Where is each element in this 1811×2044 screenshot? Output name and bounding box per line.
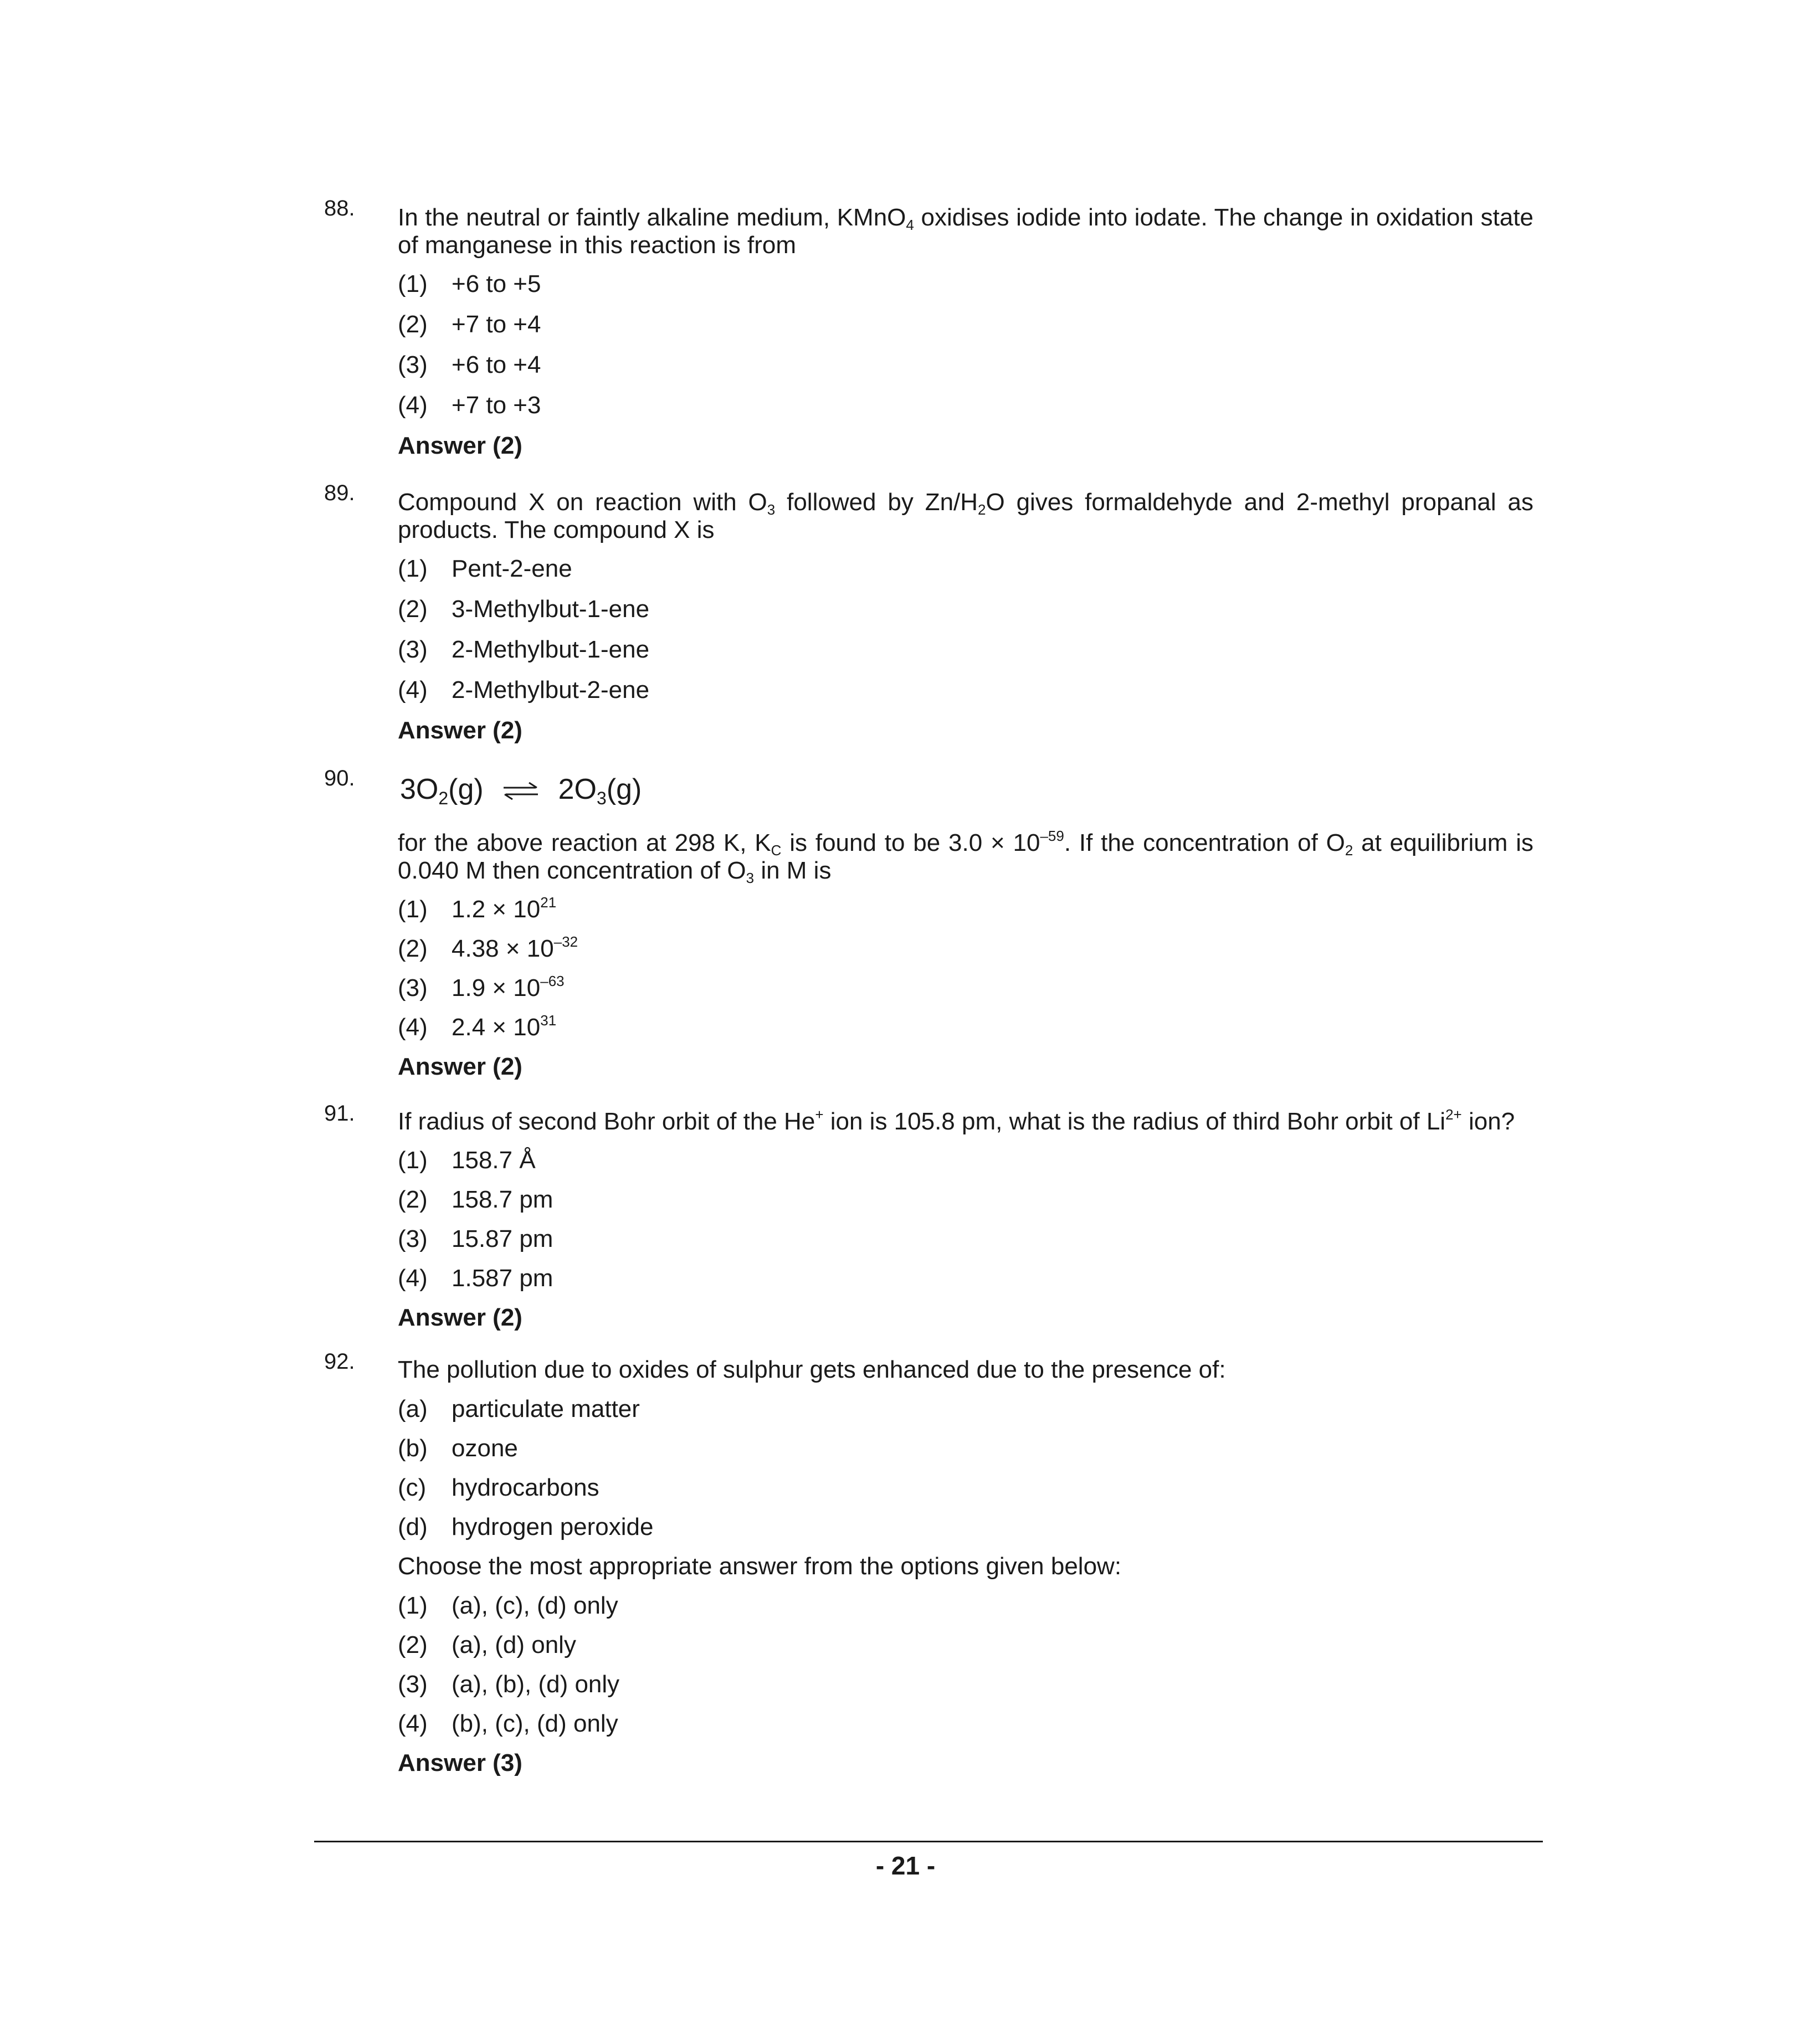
option-2[interactable]: (2) +7 to +4: [398, 311, 541, 338]
option-2[interactable]: (2) $4.38 \times 10^{-32}$: [398, 933, 578, 962]
statement-c: (c) hydrocarbons: [398, 1474, 599, 1501]
question-number: 89.: [324, 481, 355, 505]
option-3[interactable]: (3) 2-Methylbut-1-ene: [398, 636, 650, 663]
option-4[interactable]: (4) (b), (c), (d) only: [398, 1710, 618, 1737]
answer-label: Answer (2): [398, 1053, 522, 1080]
question-stem: Compound X on reaction with $O_3$ followed by $Zn/H_2O$ gives formaldehyde and 2-methyl propanal as products. The compound X is: [398, 489, 1533, 543]
question-stem: In the neutral or faintly alkaline medium, KMnO$_4$ oxidises iodide into iodate. The change in oxidation state of manganese in this reaction is from: [398, 204, 1534, 259]
option-3[interactable]: (3) (a), (b), (d) only: [398, 1671, 620, 1698]
option-1[interactable]: (1) $1.2 \times 10^{21}$: [398, 894, 557, 923]
footer-divider: [314, 1841, 1543, 1842]
option-2[interactable]: (2) (a), (d) only: [398, 1631, 576, 1658]
reaction-equation: $3O_2(g)$ $2O_3(g)$: [400, 773, 642, 808]
option-1[interactable]: (1) 158.7 Å: [398, 1147, 536, 1174]
statement-d: (d) hydrogen peroxide: [398, 1513, 654, 1540]
answer-label: Answer (3): [398, 1749, 522, 1776]
question-stem: If radius of second Bohr orbit of the He+ ion is 105.8 pm, what is the radius of third Bohr orbit of $Li^{2+}$ ion?: [398, 1106, 1515, 1135]
answer-label: Answer (2): [398, 1304, 522, 1331]
option-1[interactable]: (1) (a), (c), (d) only: [398, 1592, 618, 1619]
instruction-text: Choose the most appropriate answer from the options given below:: [398, 1553, 1122, 1580]
page-number: - 21 -: [875, 1851, 936, 1880]
option-4[interactable]: (4) +7 to +3: [398, 392, 541, 419]
statement-a: (a) particulate matter: [398, 1395, 640, 1422]
question-number: 88.: [324, 196, 355, 220]
option-4[interactable]: (4) 2-Methylbut-2-ene: [398, 676, 650, 703]
question-number: 92.: [324, 1349, 355, 1374]
question-stem: The pollution due to oxides of sulphur gets enhanced due to the presence of:: [398, 1356, 1226, 1383]
option-2[interactable]: (2) 158.7 pm: [398, 1186, 553, 1213]
option-2[interactable]: (2) 3-Methylbut-1-ene: [398, 595, 650, 623]
answer-label: Answer (2): [398, 717, 522, 744]
question-number: 90.: [324, 766, 355, 790]
option-3[interactable]: (3) $1.9 \times 10^{-63}$: [398, 973, 565, 1002]
answer-label: Answer (2): [398, 432, 522, 459]
option-4[interactable]: (4) 1.587 pm: [398, 1265, 553, 1292]
option-4[interactable]: (4) $2.4 \times 10^{31}$: [398, 1012, 557, 1041]
question-number: 91.: [324, 1101, 355, 1126]
option-3[interactable]: (3) 15.87 pm: [398, 1225, 553, 1252]
question-stem: for the above reaction at 298 K, $K_C$ is found to be $3.0 \times 10^{-59}$. If the concentration of $O_2$ at equilibrium is 0.040 M then concentration of $O_3$ in M is: [398, 828, 1533, 886]
statement-b: (b) ozone: [398, 1435, 518, 1462]
equilibrium-arrow-icon: [501, 780, 540, 802]
option-3[interactable]: (3) +6 to +4: [398, 351, 541, 378]
option-1[interactable]: (1) Pent-2-ene: [398, 555, 572, 582]
option-1[interactable]: (1) +6 to +5: [398, 270, 541, 297]
